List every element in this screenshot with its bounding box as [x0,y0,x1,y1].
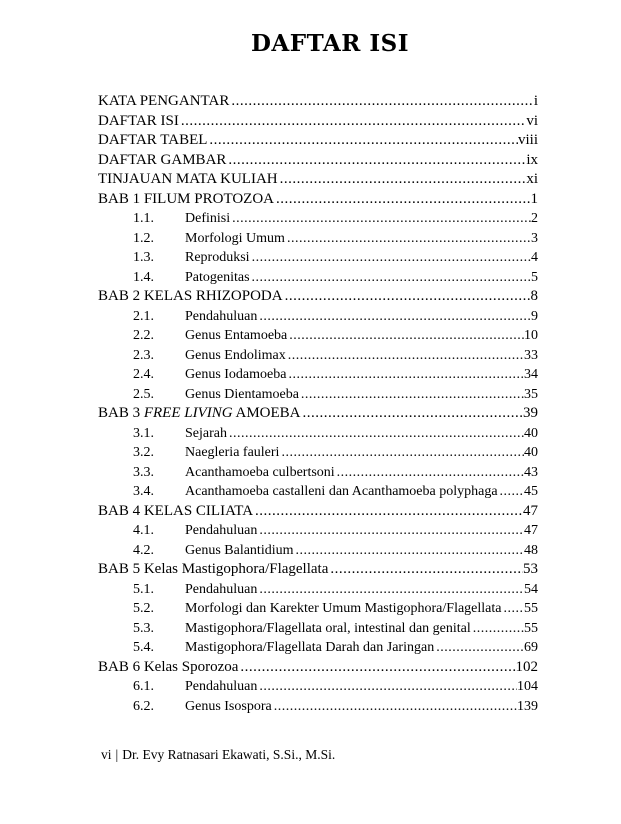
toc-entry-label: Genus Entamoeba [185,328,288,343]
toc-entry-label: Genus Isospora [185,698,272,714]
toc-entry-page: 43 [524,464,538,480]
dot-leader [286,365,524,385]
toc-entry-label: Naegleria fauleri [185,445,280,460]
toc-entry-label: Morfologi dan Karekter Umum Mastigophora/Flagellata [185,601,502,616]
dot-leader [501,599,524,619]
toc-entry-label: Mastigophora/Flagellata Darah dan Jaringan [185,640,435,655]
dot-leader [250,268,531,288]
toc-entry [98,287,538,307]
toc-entry-page: ix [526,151,538,168]
toc-entry [98,443,538,463]
toc-entry-number: 3.3. [133,464,154,480]
toc-list [98,92,538,716]
toc-entry-label: DAFTAR GAMBAR [98,151,227,168]
toc-entry-page: 55 [524,620,538,636]
toc-entry [98,697,538,717]
dot-leader [299,385,524,405]
toc-entry-number: 2.2. [133,328,154,343]
toc-entry [98,541,538,561]
toc-entry-number: 1.3. [133,250,154,265]
toc-entry-label: DAFTAR ISI [98,112,179,129]
toc-entry-page: 2 [531,211,538,226]
toc-entry [98,638,538,658]
toc-entry-label: BAB 4 KELAS CILIATA [98,502,254,519]
toc-entry-label: Pendahuluan [185,581,258,597]
toc-entry-page: 3 [531,230,538,246]
toc-entry-label: Genus Balantidium [185,542,294,558]
toc-entry-label: BAB 6 Kelas Sporozoa [98,658,239,675]
dot-leader [238,658,515,678]
toc-entry-page: 102 [515,658,538,675]
toc-entry [98,346,538,366]
toc-entry-number: 1.2. [133,230,154,246]
dot-leader [471,619,524,639]
toc-entry [98,619,538,639]
toc-entry-page: 47 [524,523,538,538]
toc-entry-number: 5.2. [133,601,154,616]
toc-entry-label: TINJAUAN MATA KULIAH [98,171,278,187]
toc-entry-page: i [533,93,538,109]
toc-entry-label: BAB 1 FILUM PROTOZOA [98,190,274,207]
toc-entry [98,229,538,249]
toc-entry-number: 6.2. [133,698,154,714]
dot-leader [287,326,524,346]
toc-entry [98,463,538,483]
toc-entry [98,599,538,619]
toc-entry-number: 5.1. [133,581,154,597]
dot-leader [257,580,524,600]
dot-leader [257,521,524,541]
toc-entry-page: 40 [524,425,538,441]
dot-leader [301,404,523,424]
toc-entry-label: BAB 5 Kelas Mastigophora/Flagellata [98,561,329,577]
toc-entry-number: 4.2. [133,542,154,558]
dot-leader [227,424,524,444]
toc-entry-number: 5.3. [133,620,154,636]
dot-leader [274,190,531,210]
toc-entry-page: 8 [530,288,538,304]
toc-entry-label: Acanthamoeba culbertsoni [185,464,335,480]
toc-entry-page: xi [526,171,538,187]
dot-leader [434,638,524,658]
toc-entry-number: 2.1. [133,308,154,324]
dot-leader [498,482,524,502]
toc-entry [98,502,538,522]
dot-leader [328,560,523,580]
toc-entry-page: 4 [531,250,538,265]
dot-leader [278,170,527,190]
toc-entry-number: 4.1. [133,523,154,538]
toc-entry-number: 6.1. [133,679,154,694]
dot-leader [294,541,525,561]
toc-entry [98,658,538,678]
toc-entry-label: Patogenitas [185,269,250,285]
toc-entry-label: BAB 3 FREE LIVING AMOEBA [98,405,301,421]
toc-entry-label: Definisi [185,211,231,226]
toc-entry-number: 2.3. [133,347,154,363]
toc-entry-number: 1.1. [133,211,154,226]
dot-leader [253,502,523,522]
toc-entry-label: Genus Iodamoeba [185,367,287,382]
toc-entry-page: 5 [531,269,538,285]
toc-entry-page: 48 [524,542,538,558]
toc-entry-page: 47 [523,502,538,519]
toc-entry-label: Sejarah [185,425,227,441]
toc-entry-number: 3.4. [133,484,154,499]
toc-entry-page: 9 [531,308,538,324]
toc-entry [98,307,538,327]
toc-entry [98,677,538,697]
dot-leader [226,151,526,171]
toc-entry-page: 104 [517,679,538,694]
page-footer [101,746,335,763]
toc-entry-number: 3.2. [133,445,154,460]
dot-leader [230,209,531,229]
toc-entry-page: 45 [524,484,538,499]
toc-entry-number: 1.4. [133,269,154,285]
toc-entry [98,424,538,444]
toc-entry-page: 33 [524,347,538,363]
dot-leader [257,677,517,697]
toc-entry [98,482,538,502]
toc-entry [98,521,538,541]
toc-entry [98,190,538,210]
toc-entry-page: 55 [524,601,538,616]
toc-entry [98,112,538,132]
toc-entry-page: viii [517,132,538,148]
toc-entry-page: 69 [524,640,538,655]
dot-leader [229,92,533,112]
toc-entry [98,170,538,190]
toc-entry-label: Genus Endolimax [185,347,286,363]
toc-entry-label: DAFTAR TABEL [98,132,208,148]
dot-leader [207,131,518,151]
toc-entry-page: vi [526,112,538,129]
toc-entry-label: Morfologi Umum [185,230,285,246]
toc-entry-number: 2.5. [133,386,154,402]
toc-entry-page: 40 [524,445,538,460]
toc-entry [98,209,538,229]
toc-entry [98,365,538,385]
toc-entry-page: 54 [524,581,538,597]
toc-entry-number: 2.4. [133,367,154,382]
toc-entry-label: KATA PENGANTAR [98,93,230,109]
toc-entry [98,151,538,171]
toc-entry-page: 35 [524,386,538,402]
toc-entry [98,248,538,268]
toc-entry-number: 3.1. [133,425,154,441]
toc-entry [98,560,538,580]
toc-entry-page: 10 [524,328,538,343]
toc-entry-page: 139 [517,698,538,714]
toc-entry-label: BAB 2 KELAS RHIZOPODA [98,288,283,304]
toc-entry-label: Genus Dientamoeba [185,386,299,402]
dot-leader [179,112,526,132]
footer-author: Dr. Evy Ratnasari Ekawati, S.Si., M.Si. [122,747,336,762]
toc-entry-page: 34 [524,367,538,382]
page-title: DAFTAR ISI [250,30,410,57]
dot-leader [335,463,524,483]
toc-entry-page: 39 [523,405,538,421]
dot-leader [286,346,524,366]
footer-page-number: vi [101,747,112,762]
toc-entry-number: 5.4. [133,640,154,655]
toc-entry-label: Pendahuluan [185,308,258,324]
toc-entry [98,131,538,151]
toc-entry [98,385,538,405]
dot-leader [285,229,531,249]
toc-entry [98,268,538,288]
toc-entry [98,92,538,112]
dot-leader [283,287,531,307]
toc-entry [98,404,538,424]
toc-entry-label: Acanthamoeba castalleni dan Acanthamoeba polyphaga [185,484,498,499]
footer-separator: | [115,747,119,762]
toc-entry-label: Pendahuluan [185,523,258,538]
toc-entry-label: Reproduksi [185,250,250,265]
dot-leader [250,248,531,268]
toc-entry [98,580,538,600]
dot-leader [279,443,524,463]
dot-leader [272,697,517,717]
toc-entry-label: Mastigophora/Flagellata oral, intestinal dan genital [185,620,471,636]
toc-entry-page: 1 [530,190,538,207]
toc-entry [98,326,538,346]
toc-entry-page: 53 [523,561,538,577]
toc-entry-label: Pendahuluan [185,679,258,694]
dot-leader [257,307,531,327]
